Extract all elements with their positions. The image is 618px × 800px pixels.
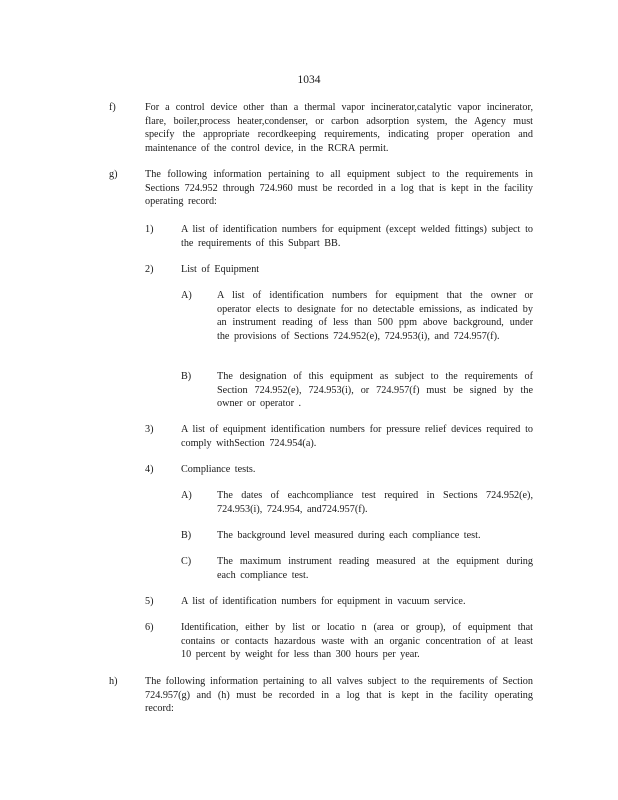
list-item-g4 (145, 463, 545, 479)
item-label: h) (109, 676, 118, 687)
item-label: g) (109, 169, 118, 180)
item-text: A list of identification numbers for equipment in vacuum service. (181, 596, 466, 607)
item-text: The following information pertaining to all equipment subject to the requirements in Sections 724.952 through 724.960 must be recorded in a log that is kept in the facility operating record: (145, 169, 533, 208)
list-item-g4c (181, 555, 541, 585)
item-label: A) (181, 290, 192, 301)
item-text: Identification, either by list or locatio n (area or group), of equipment that contains or contacts hazardous waste with an organic concentration of at least 10 percent by weight for less than 300 hours per year. (181, 622, 533, 661)
item-label: f) (109, 102, 116, 113)
item-label: 3) (145, 424, 154, 435)
item-text: A list of identification numbers for equipment that the owner or operator elects to designate for no detectable emissions, as indicated by an instrument reading of less than 500 ppm above background, under the provisions of Sections 724.952(e), 724.953(i), and 724.957(f). (217, 290, 533, 342)
item-text: Compliance tests. (181, 464, 256, 475)
paragraph-g (109, 168, 549, 210)
item-text: The maximum instrument reading measured at the equipment during each compliance test. (217, 556, 533, 581)
list-item-g5 (145, 595, 545, 611)
list-item-g3 (145, 423, 545, 453)
list-item-g2a (181, 289, 541, 359)
page-number: 1034 (297, 74, 321, 86)
item-label: 6) (145, 622, 154, 633)
list-item-g2 (145, 263, 545, 279)
list-item-g6 (145, 621, 545, 665)
list-item-g4b (181, 529, 541, 545)
list-item-g4a (181, 489, 541, 519)
item-text: The dates of eachcompliance test required in Sections 724.952(e), 724.953(i), 724.954, and724.957(f). (217, 490, 533, 515)
item-label: 5) (145, 596, 154, 607)
item-text: The following information pertaining to all valves subject to the requirements of Section 724.957(g) and (h) must be recorded in a log that is kept in the facility operating record: (145, 676, 533, 715)
item-text: The designation of this equipment as subject to the requirements of Section 724.952(e), 724.953(i), or 724.957(f) must be signed by the owner or operator . (217, 371, 533, 410)
paragraph-f (109, 101, 549, 157)
item-label: 1) (145, 224, 154, 235)
item-label: 2) (145, 264, 154, 275)
item-label: B) (181, 530, 192, 541)
item-label: 4) (145, 464, 154, 475)
item-label: C) (181, 556, 192, 567)
item-text: A list of identification numbers for equipment (except welded fittings) subject to the requirements of this Subpart BB. (181, 224, 533, 249)
item-text: A list of equipment identification numbers for pressure relief devices required to comply withSection 724.954(a). (181, 424, 533, 449)
item-text: For a control device other than a thermal vapor incinerator,catalytic vapor incinerator, flare, boiler,process heater,condenser, or carbon adsorption system, the Agency must specify the appropriate recordkeeping requirements, indicating proper operation and maintenance of the control device, in the RCRA permit. (145, 102, 533, 154)
list-item-g1 (145, 223, 545, 253)
paragraph-h (109, 675, 549, 719)
list-item-g2b (181, 370, 541, 414)
item-label: B) (181, 371, 192, 382)
item-text: The background level measured during each compliance test. (217, 530, 481, 541)
item-label: A) (181, 490, 192, 501)
item-text: List of Equipment (181, 264, 260, 275)
